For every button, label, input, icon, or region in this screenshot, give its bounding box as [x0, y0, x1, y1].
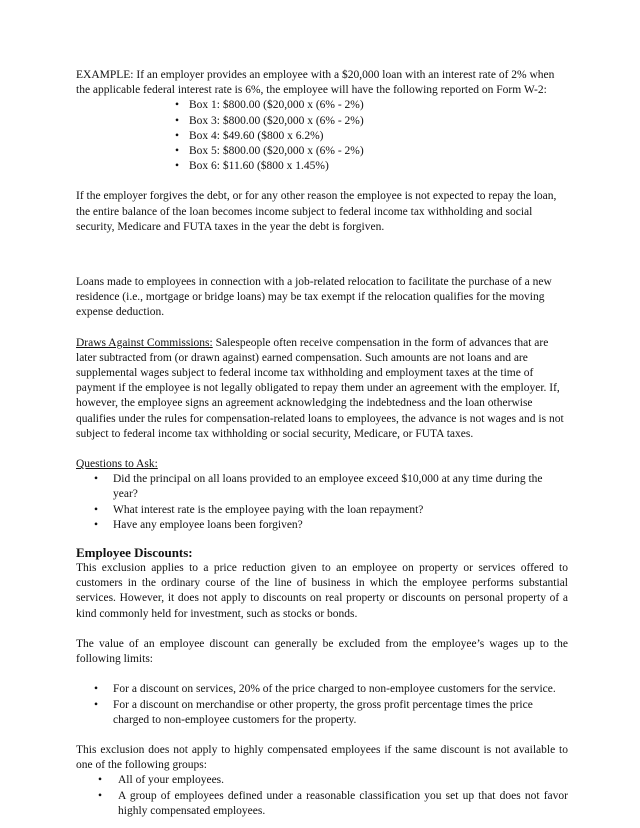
questions-list — [76, 472, 568, 533]
list-item: • Box 4: $49.60 ($800 x 6.2%) — [76, 129, 568, 144]
list-item: • For a discount on merchandise or other property, the gross profit percentage times the price charged to non-employee customers for the property. — [76, 698, 568, 728]
w2-box-list — [76, 98, 568, 174]
list-item: • Did the principal on all loans provided to an employee exceed $10,000 at any time during the year? — [76, 472, 568, 502]
section-heading: Employee Discounts: — [76, 545, 193, 561]
list-item: • For a discount on services, 20% of the price charged to non-employee customers for the service. — [76, 682, 568, 697]
questions-heading: Questions to Ask: — [76, 458, 158, 471]
list-item: • A group of employees defined under a reasonable classification you set up that does not favor highly compensated employees. — [76, 789, 568, 819]
discounts-intro: This exclusion applies to a price reduction given to an employee on property or services offered to customers in the ordinary course of the line of business in which the employee performs substantial services. However, it does not apply to discounts on real property or discounts on personal property of a kind commonly held for investment, such as stocks or bonds. — [76, 562, 568, 620]
draws-heading: Draws Against Commissions: — [76, 336, 213, 349]
list-item: • Box 6: $11.60 ($800 x 1.45%) — [76, 159, 568, 174]
example-intro: EXAMPLE: If an employer provides an employee with a $20,000 loan with an interest rate of 2% when the applicable federal interest rate is 6%, the employee will have the following reported on Form W-2: — [76, 69, 555, 97]
list-item: • All of your employees. — [76, 773, 568, 788]
list-item: • Box 3: $800.00 ($20,000 x (6% - 2%) — [76, 114, 568, 129]
relocation-paragraph: Loans made to employees in connection with a job-related relocation to facilitate the purchase of a new residence (i.e., mortgage or bridge loans) may be tax exempt if the relocation qualifies for the moving expense deduction. — [76, 276, 552, 319]
forgiveness-paragraph: If the employer forgives the debt, or for any other reason the employee is not expected to repay the loan, the entire balance of the loan becomes income subject to federal income tax withholding and social security, Medicare and FUTA taxes in the year the debt is forgiven. — [76, 190, 557, 233]
list-item: • Box 5: $800.00 ($20,000 x (6% - 2%) — [76, 144, 568, 159]
list-item: • Have any employee loans been forgiven? — [76, 518, 568, 533]
list-item: • Box 1: $800.00 ($20,000 x (6% - 2%) — [76, 98, 568, 113]
list-item: • What interest rate is the employee paying with the loan repayment? — [76, 503, 568, 518]
groups-list — [76, 773, 568, 819]
exclusion-paragraph: This exclusion does not apply to highly compensated employees if the same discount is not available to one of the following groups: — [76, 743, 568, 772]
draws-paragraph — [76, 336, 568, 442]
limits-list — [76, 682, 568, 728]
draws-body: Salespeople often receive compensation in the form of advances that are later subtracted from (or drawn against) earned compensation. Such amounts are not loans and are supplemental wages subject to federal income tax withholding and employment taxes at the time of payment if the employee is not legally obligated to repay them under an agreement with the employer. If, however, the employee signs an agreement acknowledging the indebtedness and the loan otherwise qualifies under the rules for compensation-related loans to employees, the advance is not wages and is not subject to federal income tax withholding or social security, Medicare, or FUTA taxes. — [76, 336, 564, 440]
limits-intro: The value of an employee discount can generally be excluded from the employee’s wages up to the following limits: — [76, 637, 568, 666]
